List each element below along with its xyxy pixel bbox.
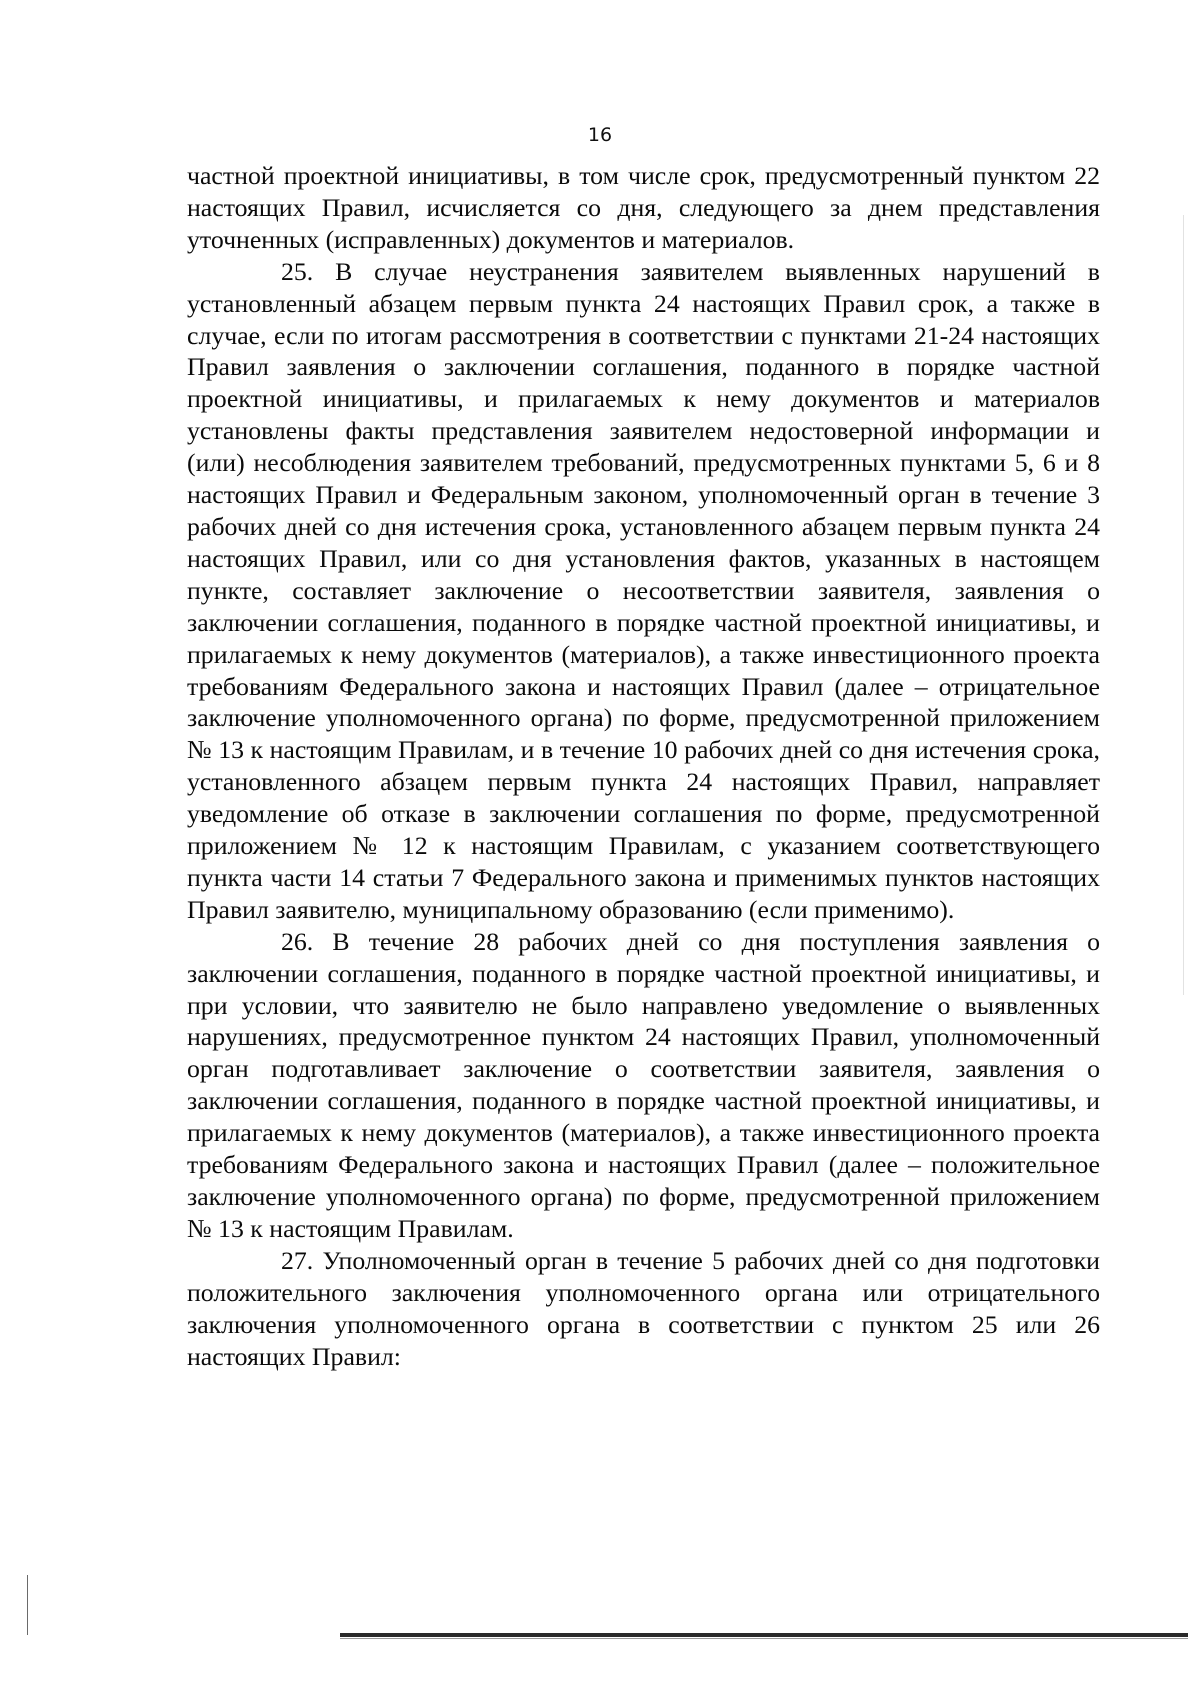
scan-edge-mark <box>1183 215 1184 995</box>
paragraph-26: 26. В течение 28 рабочих дней со дня поступления заявления о заключении соглашения, поданного в порядке частной проектной инициативы, и при условии, что заявителю не было направлено уведомление о выявленных нарушениях, предусмотренное пунктом 24 настоящих Правил, уполномоченный орган подготавливает заключение о соответствии заявителя, заявления о заключении соглашения, поданного в порядке частной проектной инициативы, и прилагаемых к нему документов (материалов), а также инвестиционного проекта требованиям Федерального закона и настоящих Правил (далее – положительное заключение уполномоченного органа) по форме, предусмотренной приложением № 13 к настоящим Правилам. <box>187 926 1100 1243</box>
scan-bottom-edge <box>340 1638 1188 1639</box>
paragraph-27: 27. Уполномоченный орган в течение 5 рабочих дней со дня подготовки положительного заключения уполномоченного органа или отрицательного заключения уполномоченного органа в соответствии с пунктом 25 или 26 настоящих Правил: <box>187 1245 1100 1371</box>
page-number: 16 <box>587 124 613 146</box>
paragraph-25: 25. В случае неустранения заявителем выявленных нарушений в установленный абзацем первым пункта 24 настоящих Правил срок, а также в случае, если по итогам рассмотрения в соответствии с пунктами 21-24 настоящих Правил заявления о заключении соглашения, поданного в порядке частной проектной инициативы, и прилагаемых к нему документов и материалов установлены факты представления заявителем недостоверной информации и (или) несоблюдения заявителем требований, предусмотренных пунктами 5, 6 и 8 настоящих Правил и Федеральным законом, уполномоченный орган в течение 3 рабочих дней со дня истечения срока, установленного абзацем первым пункта 24 настоящих Правил, или со дня установления фактов, указанных в настоящем пункте, составляет заключение о несоответствии заявителя, заявления о заключении соглашения, поданного в порядке частной проектной инициативы, и прилагаемых к нему документов (материалов), а также инвестиционного проекта требованиям Федерального закона и настоящих Правил (далее – отрицательное заключение уполномоченного органа) по форме, предусмотренной приложением № 13 к настоящим Правилам, и в течение 10 рабочих дней со дня истечения срока, установленного абзацем первым пункта 24 настоящих Правил, направляет уведомление об отказе в заключении соглашения по форме, предусмотренной приложением № 12 к настоящим Правилам, с указанием соответствующего пункта части 14 статьи 7 Федерального закона и применимых пунктов настоящих Правил заявителю, муниципальному образованию (если применимо). <box>187 256 1100 924</box>
paragraph-continuation: частной проектной инициативы, в том числе срок, предусмотренный пунктом 22 настоящих Правил, исчисляется со дня, следующего за днем представления уточненных (исправленных) документов и материалов. <box>187 161 1100 254</box>
scan-edge-mark <box>27 1575 28 1635</box>
document-body <box>187 160 1100 1372</box>
scan-bottom-edge <box>340 1633 1188 1637</box>
